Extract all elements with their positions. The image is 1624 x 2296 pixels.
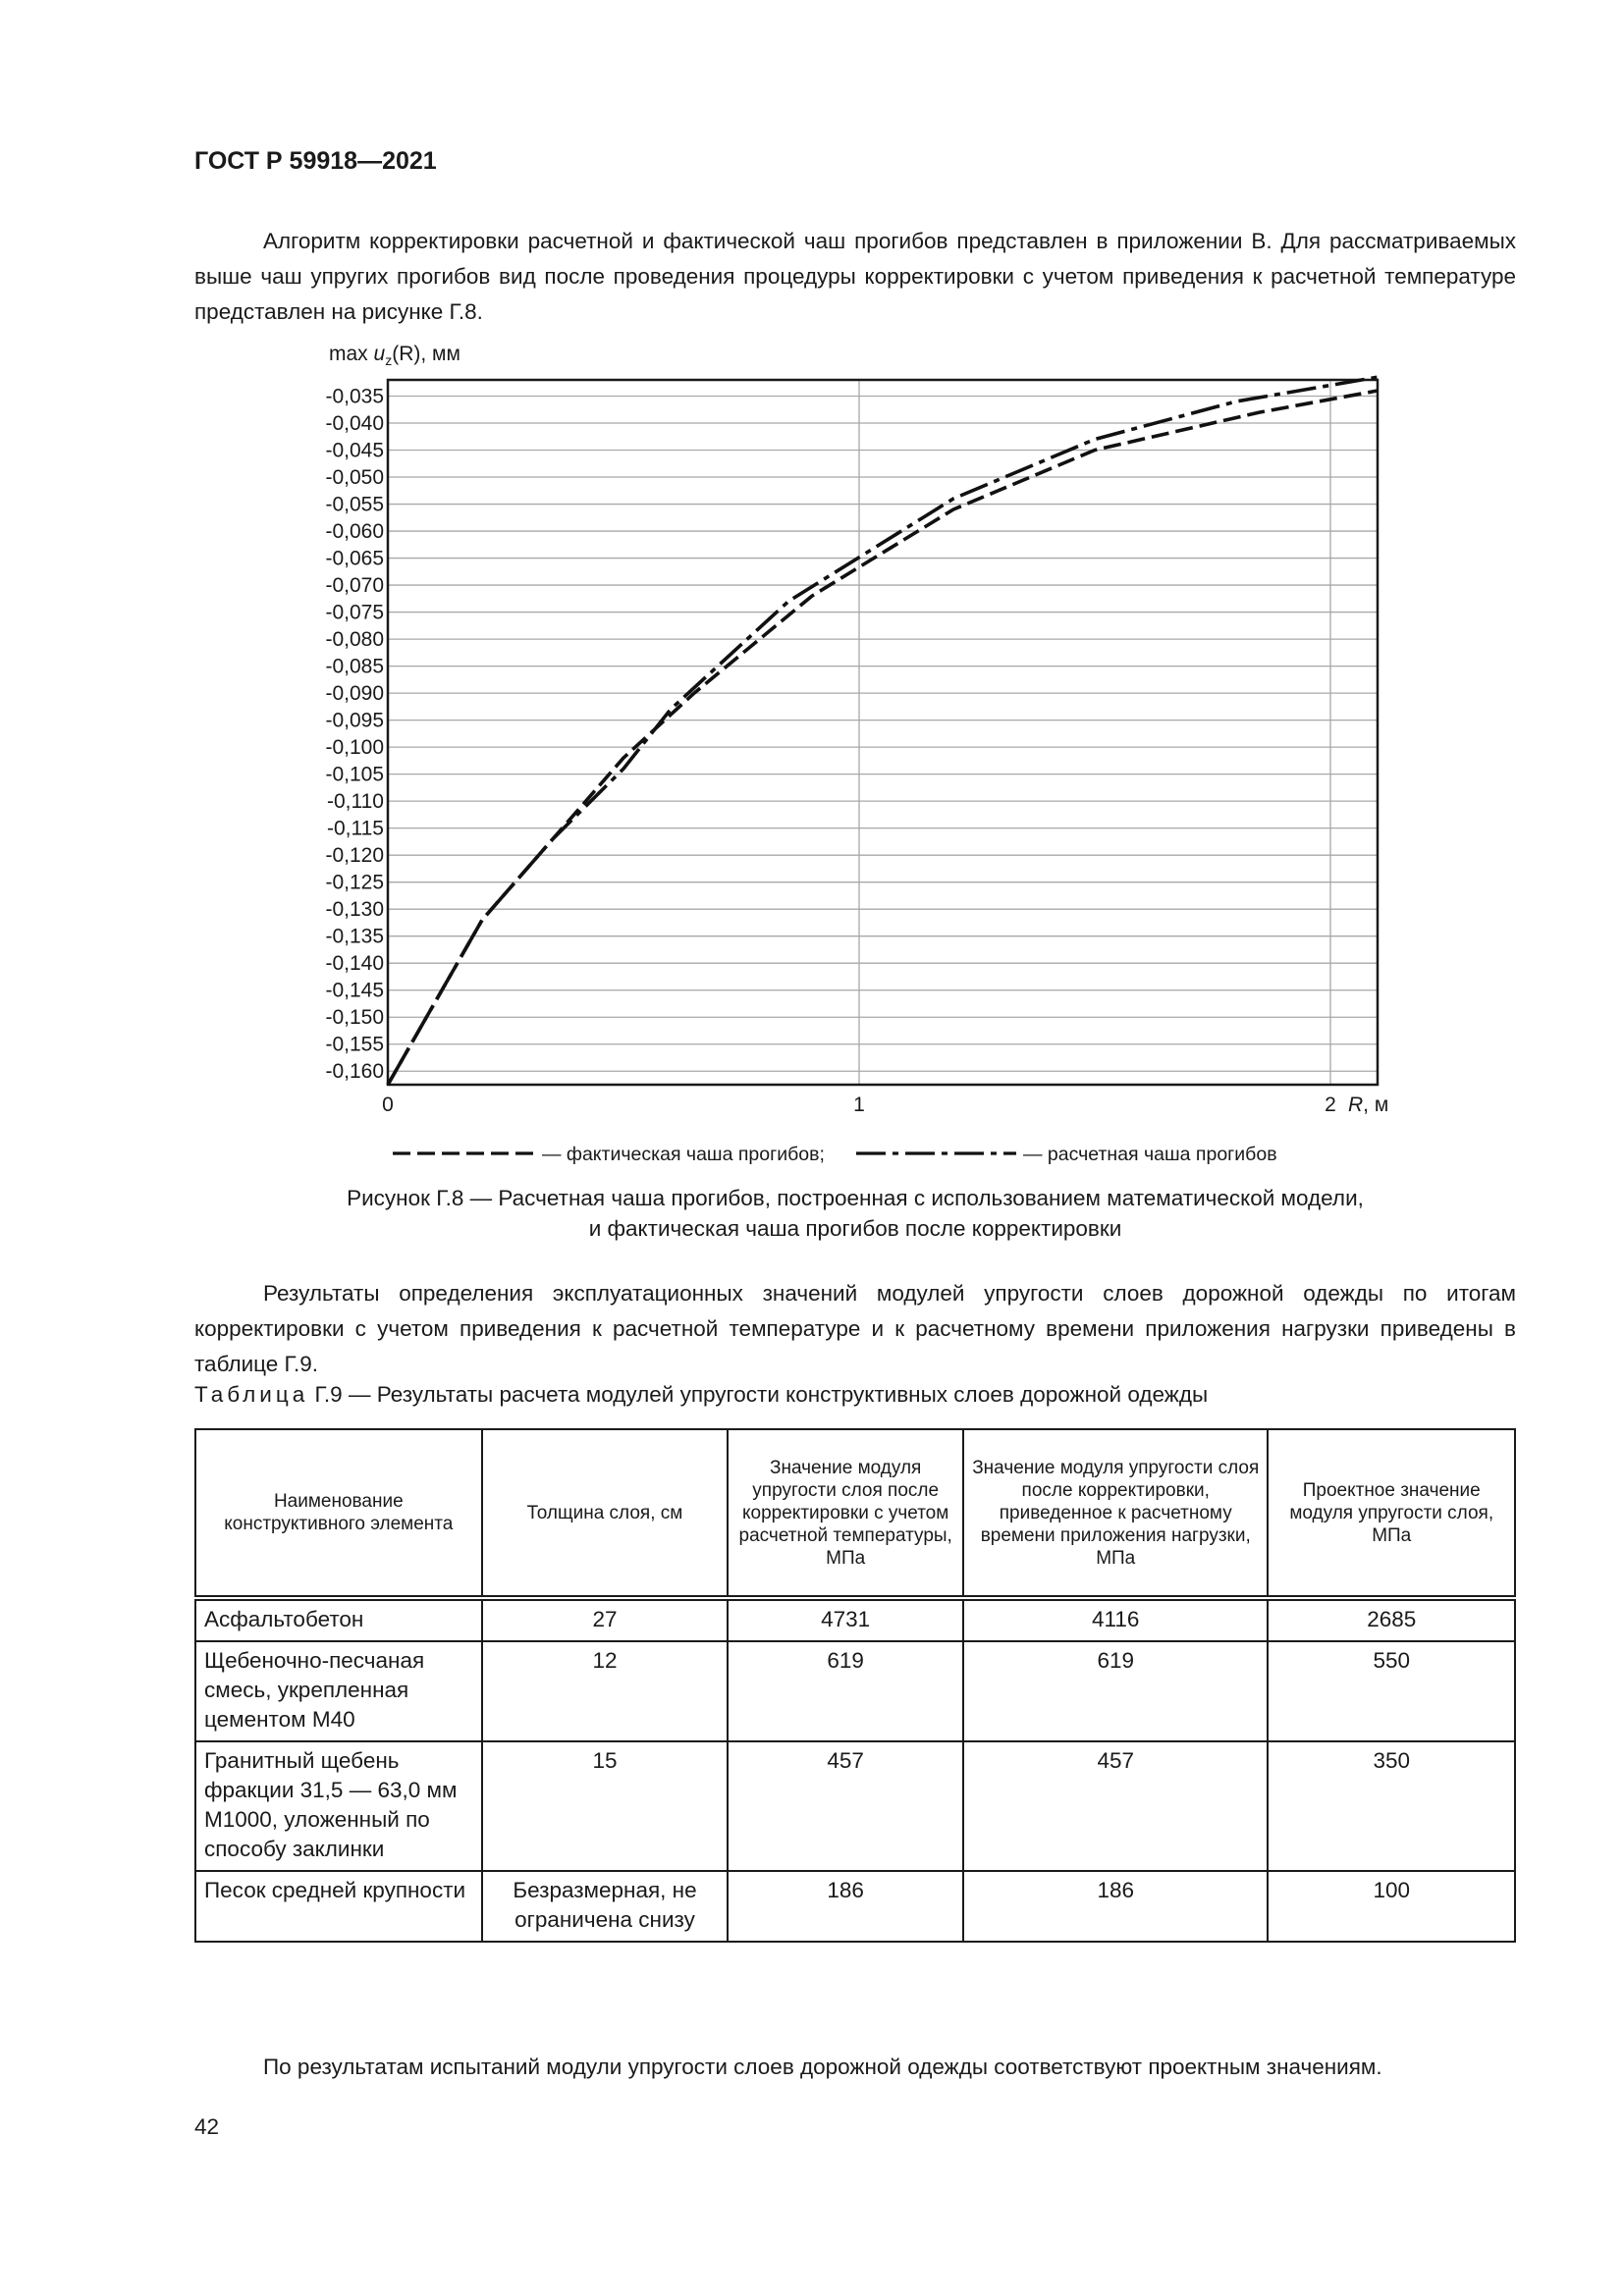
paragraph-results-text: Результаты определения эксплуатационных значений модулей упругости слоев дорожной одежды по итогам корректировки с учетом приведения к расчетной температуре и к расчетному времени приложения нагрузки приведены в таблице Г.9. bbox=[194, 1281, 1516, 1376]
table-caption bbox=[194, 1382, 1208, 1408]
y-tick-label: -0,070 bbox=[325, 574, 384, 598]
y-tick-label: -0,105 bbox=[325, 763, 384, 786]
table-cell: 27 bbox=[482, 1598, 729, 1641]
elasticity-table bbox=[194, 1428, 1516, 1943]
legend-label-dashdot: — расчетная чаша прогибов bbox=[1023, 1144, 1277, 1165]
legend-label-dashed: — фактическая чаша прогибов; bbox=[542, 1144, 825, 1165]
paragraph-intro-text: Алгоритм корректировки расчетной и фактической чаш прогибов представлен в приложении В. Для рассматриваемых выше чаш упругих прогибов вид после проведения процедуры корректировки с учетом приведения к расчетной температуре представлен на рисунке Г.8. bbox=[194, 229, 1516, 324]
y-tick-label: -0,045 bbox=[325, 439, 384, 462]
y-tick-label: -0,060 bbox=[325, 520, 384, 544]
y-tick-label: -0,120 bbox=[325, 844, 384, 868]
page-number: 42 bbox=[194, 2114, 220, 2139]
y-tick-label: -0,065 bbox=[325, 547, 384, 570]
x-axis-label bbox=[1348, 1094, 1388, 1116]
y-tick-label: -0,160 bbox=[325, 1060, 384, 1084]
table-header-cell: Значение модуля упругости слоя после корректировки с учетом расчетной температуры, МПа bbox=[728, 1429, 963, 1598]
deflection-chart bbox=[295, 334, 1414, 1183]
table-header-cell: Проектное значение модуля упругости слоя, МПа bbox=[1268, 1429, 1515, 1598]
y-tick-label: -0,050 bbox=[325, 466, 384, 490]
table-header-cell: Толщина слоя, см bbox=[482, 1429, 729, 1598]
plot-frame bbox=[388, 380, 1378, 1085]
y-axis-label-sub: z bbox=[385, 352, 393, 368]
table-cell: 15 bbox=[482, 1741, 729, 1871]
table-cell: Асфальтобетон bbox=[195, 1598, 482, 1641]
figure-caption-line1: Рисунок Г.8 — Расчетная чаша прогибов, построенная с использованием математической модели, bbox=[347, 1186, 1364, 1210]
x-axis-label-unit: , м bbox=[1363, 1094, 1389, 1116]
table-cell: 4116 bbox=[963, 1598, 1268, 1641]
y-tick-label: -0,135 bbox=[325, 925, 384, 948]
y-tick-label: -0,090 bbox=[325, 682, 384, 706]
table-cell: 186 bbox=[728, 1871, 963, 1942]
table-cell: 186 bbox=[963, 1871, 1268, 1942]
paragraph-intro bbox=[194, 224, 1516, 330]
paragraph-conclusion bbox=[194, 2050, 1516, 2085]
table-header-cell: Наименование конструктивного элемента bbox=[195, 1429, 482, 1598]
x-tick-label: 0 bbox=[382, 1094, 394, 1116]
document-header: ГОСТ Р 59918—2021 bbox=[194, 147, 437, 175]
series-line-dashdot bbox=[388, 377, 1378, 1085]
y-tick-label: -0,055 bbox=[325, 493, 384, 516]
table-cell: Щебеночно-песчаная смесь, укрепленная цементом М40 bbox=[195, 1641, 482, 1741]
table-cell: 2685 bbox=[1268, 1598, 1515, 1641]
table-cell: 100 bbox=[1268, 1871, 1515, 1942]
y-axis-label-prefix: max bbox=[329, 343, 374, 365]
table-cell: Безразмерная, не ограничена снизу bbox=[482, 1871, 729, 1942]
y-tick-label: -0,140 bbox=[325, 952, 384, 976]
y-tick-label: -0,115 bbox=[327, 817, 384, 840]
y-axis-label-var: u bbox=[373, 343, 386, 365]
table-row bbox=[195, 1741, 1515, 1871]
table-caption-title: Г.9 — Результаты расчета модулей упругости конструктивных слоев дорожной одежды bbox=[308, 1382, 1209, 1407]
table-header-row bbox=[195, 1429, 1515, 1598]
paragraph-results bbox=[194, 1276, 1516, 1382]
series-line-dashed bbox=[388, 391, 1378, 1085]
table-row bbox=[195, 1871, 1515, 1942]
table-cell: Гранитный щебень фракции 31,5 — 63,0 мм М1000, уложенный по способу заклинки bbox=[195, 1741, 482, 1871]
table-cell: 619 bbox=[728, 1641, 963, 1741]
y-tick-label: -0,130 bbox=[325, 898, 384, 922]
table-cell: 550 bbox=[1268, 1641, 1515, 1741]
table-cell: 619 bbox=[963, 1641, 1268, 1741]
y-tick-label: -0,100 bbox=[325, 736, 384, 760]
table-cell: 457 bbox=[963, 1741, 1268, 1871]
table-cell: 12 bbox=[482, 1641, 729, 1741]
y-tick-label: -0,150 bbox=[325, 1006, 384, 1030]
table-caption-label: Таблица bbox=[194, 1382, 309, 1407]
figure-caption bbox=[194, 1183, 1516, 1244]
deflection-chart-svg bbox=[295, 334, 1414, 1178]
paragraph-conclusion-text: По результатам испытаний модули упругости слоев дорожной одежды соответствуют проектным значениям. bbox=[263, 2055, 1382, 2079]
y-axis-label bbox=[329, 343, 460, 368]
x-tick-label: 1 bbox=[853, 1094, 865, 1116]
y-tick-label: -0,085 bbox=[325, 655, 384, 678]
y-tick-label: -0,125 bbox=[325, 871, 384, 894]
x-axis-label-var: R bbox=[1348, 1094, 1364, 1116]
table-cell: 350 bbox=[1268, 1741, 1515, 1871]
x-tick-label: 2 bbox=[1325, 1094, 1336, 1116]
y-tick-label: -0,145 bbox=[325, 979, 384, 1002]
table-cell: 457 bbox=[728, 1741, 963, 1871]
y-tick-label: -0,075 bbox=[325, 601, 384, 624]
table-cell: 4731 bbox=[728, 1598, 963, 1641]
table-row bbox=[195, 1641, 1515, 1741]
y-axis-label-suffix: (R), мм bbox=[392, 343, 460, 365]
y-tick-label: -0,095 bbox=[325, 709, 384, 732]
y-tick-label: -0,110 bbox=[327, 790, 384, 814]
table-header-cell: Значение модуля упругости слоя после корректировки, приведенное к расчетному времени приложения нагрузки, МПа bbox=[963, 1429, 1268, 1598]
y-tick-label: -0,035 bbox=[325, 385, 384, 408]
y-tick-label: -0,155 bbox=[325, 1033, 384, 1056]
figure-caption-line2: и фактическая чаша прогибов после корректировки bbox=[588, 1216, 1122, 1241]
table-row bbox=[195, 1598, 1515, 1641]
y-tick-label: -0,080 bbox=[325, 628, 384, 652]
table-cell: Песок средней крупности bbox=[195, 1871, 482, 1942]
y-tick-label: -0,040 bbox=[325, 412, 384, 436]
